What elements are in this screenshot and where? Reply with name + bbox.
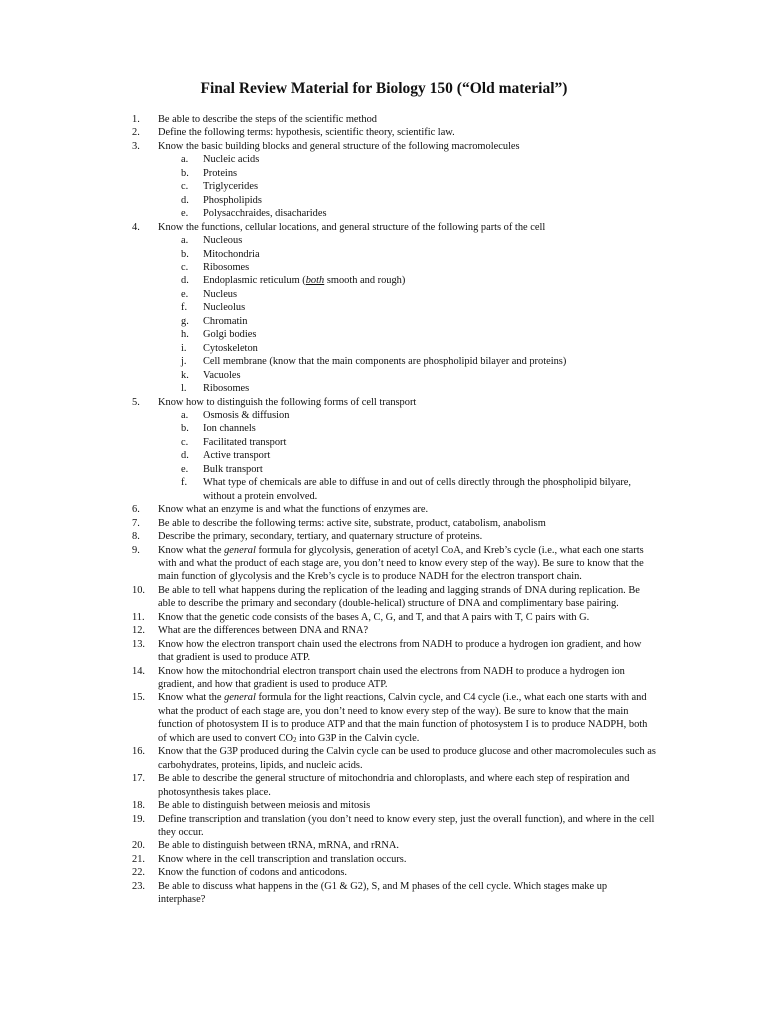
sub-item (0, 369, 768, 382)
list-item (0, 517, 768, 530)
sub-item-text: Golgi bodies (203, 329, 257, 341)
sub-item-letter: c. (181, 181, 189, 193)
item-text: Define the following terms: hypothesis, scientific theory, scientific law. (158, 127, 455, 139)
list-item (0, 611, 768, 624)
sub-item-text: Nucleus (203, 288, 238, 300)
sub-item (0, 261, 768, 274)
sub-item-text: Ribosomes (203, 383, 250, 395)
sub-item-letter: b. (181, 423, 189, 435)
list-item (0, 126, 768, 139)
sub-item (0, 476, 768, 503)
item-number: 14. (132, 665, 145, 677)
sub-item-letter: i. (181, 342, 187, 354)
emphasis-underlined: both (305, 275, 325, 287)
item-number: 20. (132, 840, 145, 852)
sub-item-text: Cell membrane (know that the main components are phospholipid bilayer and proteins) (203, 356, 567, 368)
item-number: 2. (132, 127, 140, 139)
sub-item-text: Mitochondria (203, 248, 260, 260)
sub-item-letter: a. (181, 154, 189, 166)
sub-item (0, 274, 768, 287)
sub-item-letter: a. (181, 409, 189, 421)
list-item (0, 396, 768, 409)
item-number: 21. (132, 853, 145, 865)
item-text: Be able to describe the steps of the scientific method (158, 114, 377, 125)
item-text-post: formula for the light reactions, Calvin cycle, and C4 cycle (i.e., what each one starts with and what the product of each stage are, you don’t need to know every step of the way). Be sure to know that the main function of photosystem II is to produce ATP and that the main function of photosystem I is to produce NADPH, both of which are used to convert CO (158, 692, 648, 744)
list-item (0, 665, 768, 692)
item-number: 1. (132, 114, 140, 125)
sub-item (0, 449, 768, 462)
list-item (0, 745, 768, 772)
item-number: 7. (132, 517, 140, 529)
sub-item (0, 382, 768, 395)
item-number: 22. (132, 867, 145, 879)
item-number: 17. (132, 773, 145, 785)
sub-item (0, 153, 768, 166)
sub-item-letter: g. (181, 315, 189, 327)
sub-item-letter: b. (181, 167, 189, 179)
item-text: Be able to tell what happens during the replication of the leading and lagging strands of DNA during replication. Be able to describe the primary and secondary (double-helical) structure of DNA and complimentary base pairing. (158, 584, 640, 610)
sub-item-letter: e. (181, 463, 189, 475)
sub-item (0, 194, 768, 207)
list-item (0, 813, 768, 840)
emphasis-general: general (224, 544, 256, 556)
item-number: 11. (132, 611, 145, 623)
item-number: 6. (132, 504, 140, 516)
item-number: 19. (132, 813, 145, 825)
review-list (0, 113, 768, 907)
sub-item-letter: d. (181, 450, 189, 462)
sub-item-text: Polysacchraides, disacharides (203, 208, 327, 220)
sub-item-text: Proteins (203, 167, 238, 179)
item-text: Know the basic building blocks and general structure of the following macromolecules (158, 140, 520, 152)
sub-item-text: Nucleolus (203, 302, 246, 314)
sub-item (0, 355, 768, 368)
list-item (0, 799, 768, 812)
list-item (0, 530, 768, 543)
item-number: 3. (132, 140, 140, 152)
item-number: 23. (132, 880, 145, 892)
sub-item-text: Vacuoles (203, 369, 241, 381)
list-item (0, 503, 768, 516)
item-number: 18. (132, 800, 145, 812)
sub-item (0, 409, 768, 422)
item-text: What are the differences between DNA and RNA? (158, 625, 369, 637)
sub-item-letter: f. (181, 477, 188, 489)
sub-item (0, 301, 768, 314)
list-item (0, 140, 768, 153)
sub-item-text: Nucleous (203, 235, 243, 247)
item-text: Know how to distinguish the following forms of cell transport (158, 396, 417, 408)
list-item (0, 221, 768, 234)
item-text: Know how the mitochondrial electron transport chain used the electrons from NADH to produce a hydrogen ion gradient, and how that gradient is used to produce ATP. (158, 665, 625, 691)
list-item (0, 584, 768, 611)
sub-item-letter: b. (181, 248, 189, 260)
sub-item-letter: k. (181, 369, 189, 381)
item-text-pre: Know what the (158, 544, 225, 556)
item-number: 9. (132, 544, 140, 556)
item-text: Be able to describe the following terms: active site, substrate, product, catabolism, anabolism (158, 517, 546, 529)
subscript-2: 2 (293, 735, 297, 744)
sub-item (0, 288, 768, 301)
sub-item (0, 180, 768, 193)
item-number: 8. (132, 531, 140, 543)
item-text: Be able to distinguish between tRNA, mRNA, and rRNA. (158, 840, 399, 852)
list-item (0, 624, 768, 637)
sub-item-text: Chromatin (203, 315, 248, 327)
list-item (0, 638, 768, 665)
sub-item (0, 315, 768, 328)
sub-item (0, 248, 768, 261)
sub-item-text: Facilitated transport (203, 436, 287, 448)
item-text-pre: Know what the (158, 692, 225, 704)
item-text: Know that the genetic code consists of the bases A, C, G, and T, and that A pairs with T, C pairs with G. (158, 611, 590, 623)
sub-item-letter: e. (181, 288, 189, 300)
sub-item-letter: j. (181, 356, 187, 368)
sub-item (0, 463, 768, 476)
sub-item-letter: l. (181, 383, 187, 395)
item-text: Know that the G3P produced during the Calvin cycle can be used to produce glucose and other macromolecules such as carbohydrates, proteins, lipids, and nucleic acids. (158, 746, 656, 771)
item-text: Define transcription and translation (you don’t need to know every step, just the overall function), and where in the cell they occur. (158, 813, 655, 839)
sub-item-letter: d. (181, 275, 189, 287)
list-item (0, 691, 768, 745)
sub-item-text-pre: Endoplasmic reticulum ( (203, 275, 306, 287)
item-text-post2: into G3P in the Calvin cycle. (296, 732, 420, 744)
list-item (0, 839, 768, 852)
sub-item-letter: h. (181, 329, 189, 341)
sub-item-text: Ribosomes (203, 261, 250, 273)
sub-item (0, 207, 768, 220)
emphasis-general: general (224, 692, 256, 704)
page-title: Final Review Material for Biology 150 (“Old material”) (200, 80, 568, 97)
item-text: Know where in the cell transcription and translation occurs. (158, 853, 407, 865)
sub-item-text-post: smooth and rough) (324, 275, 406, 287)
sub-item-letter: a. (181, 235, 189, 247)
sub-item-text: Osmosis & diffusion (203, 409, 290, 421)
list-item (0, 544, 768, 584)
sub-item-text: Nucleic acids (203, 154, 260, 166)
list-item (0, 866, 768, 879)
sub-item (0, 328, 768, 341)
item-text: Know the functions, cellular locations, and general structure of the following parts of the cell (158, 221, 546, 233)
item-text: Know what an enzyme is and what the functions of enzymes are. (158, 504, 429, 516)
item-text-post: formula for glycolysis, generation of acetyl CoA, and Kreb’s cycle (i.e., what each one starts with and what the product of each stage are, you don’t need to know every step of the way). Be sure to know that the main function of glycolysis and the Kreb’s cycle is to produce NADH for the electron transport chain. (158, 544, 644, 583)
sub-item-text: Active transport (203, 450, 271, 462)
sub-item-text: Phospholipids (203, 194, 262, 206)
list-item (0, 853, 768, 866)
item-text: Be able to describe the general structure of mitochondria and chloroplasts, and where each step of respiration and photosynthesis takes place. (158, 773, 630, 798)
sub-item-letter: e. (181, 208, 189, 220)
sub-item-text: Cytoskeleton (203, 342, 258, 354)
sub-item-letter: c. (181, 261, 189, 273)
sub-item (0, 167, 768, 180)
sub-item-letter: f. (181, 302, 188, 314)
item-text: Know how the electron transport chain used the electrons from NADH to produce a hydrogen ion gradient, and how that gradient is used to produce ATP. (158, 638, 642, 664)
item-text: Know the function of codons and anticodons. (158, 867, 348, 879)
sub-item-text: Ion channels (203, 423, 256, 435)
item-number: 5. (132, 396, 140, 408)
sub-item-letter: c. (181, 436, 189, 448)
item-text: Be able to distinguish between meiosis and mitosis (158, 800, 371, 812)
item-number: 15. (132, 692, 145, 704)
list-item (0, 880, 768, 907)
item-number: 10. (132, 584, 145, 596)
list-item (0, 113, 768, 126)
item-number: 16. (132, 746, 145, 758)
sub-item (0, 422, 768, 435)
sub-item-letter: d. (181, 194, 189, 206)
sub-item-text: Bulk transport (203, 463, 263, 475)
list-item (0, 772, 768, 799)
item-number: 13. (132, 638, 145, 650)
sub-item (0, 234, 768, 247)
item-number: 4. (132, 221, 140, 233)
sub-item-text: Triglycerides (203, 181, 259, 193)
item-text: Describe the primary, secondary, tertiary, and quaternary structure of proteins. (158, 531, 483, 543)
sub-item (0, 436, 768, 449)
item-number: 12. (132, 625, 145, 637)
sub-item-text: What type of chemicals are able to diffuse in and out of cells directly through the phospholipid bilyare, without a protein envolved. (203, 477, 632, 502)
item-text: Be able to discuss what happens in the (G1 & G2), S, and M phases of the cell cycle. Which stages make up interphase? (158, 880, 608, 906)
sub-item (0, 342, 768, 355)
